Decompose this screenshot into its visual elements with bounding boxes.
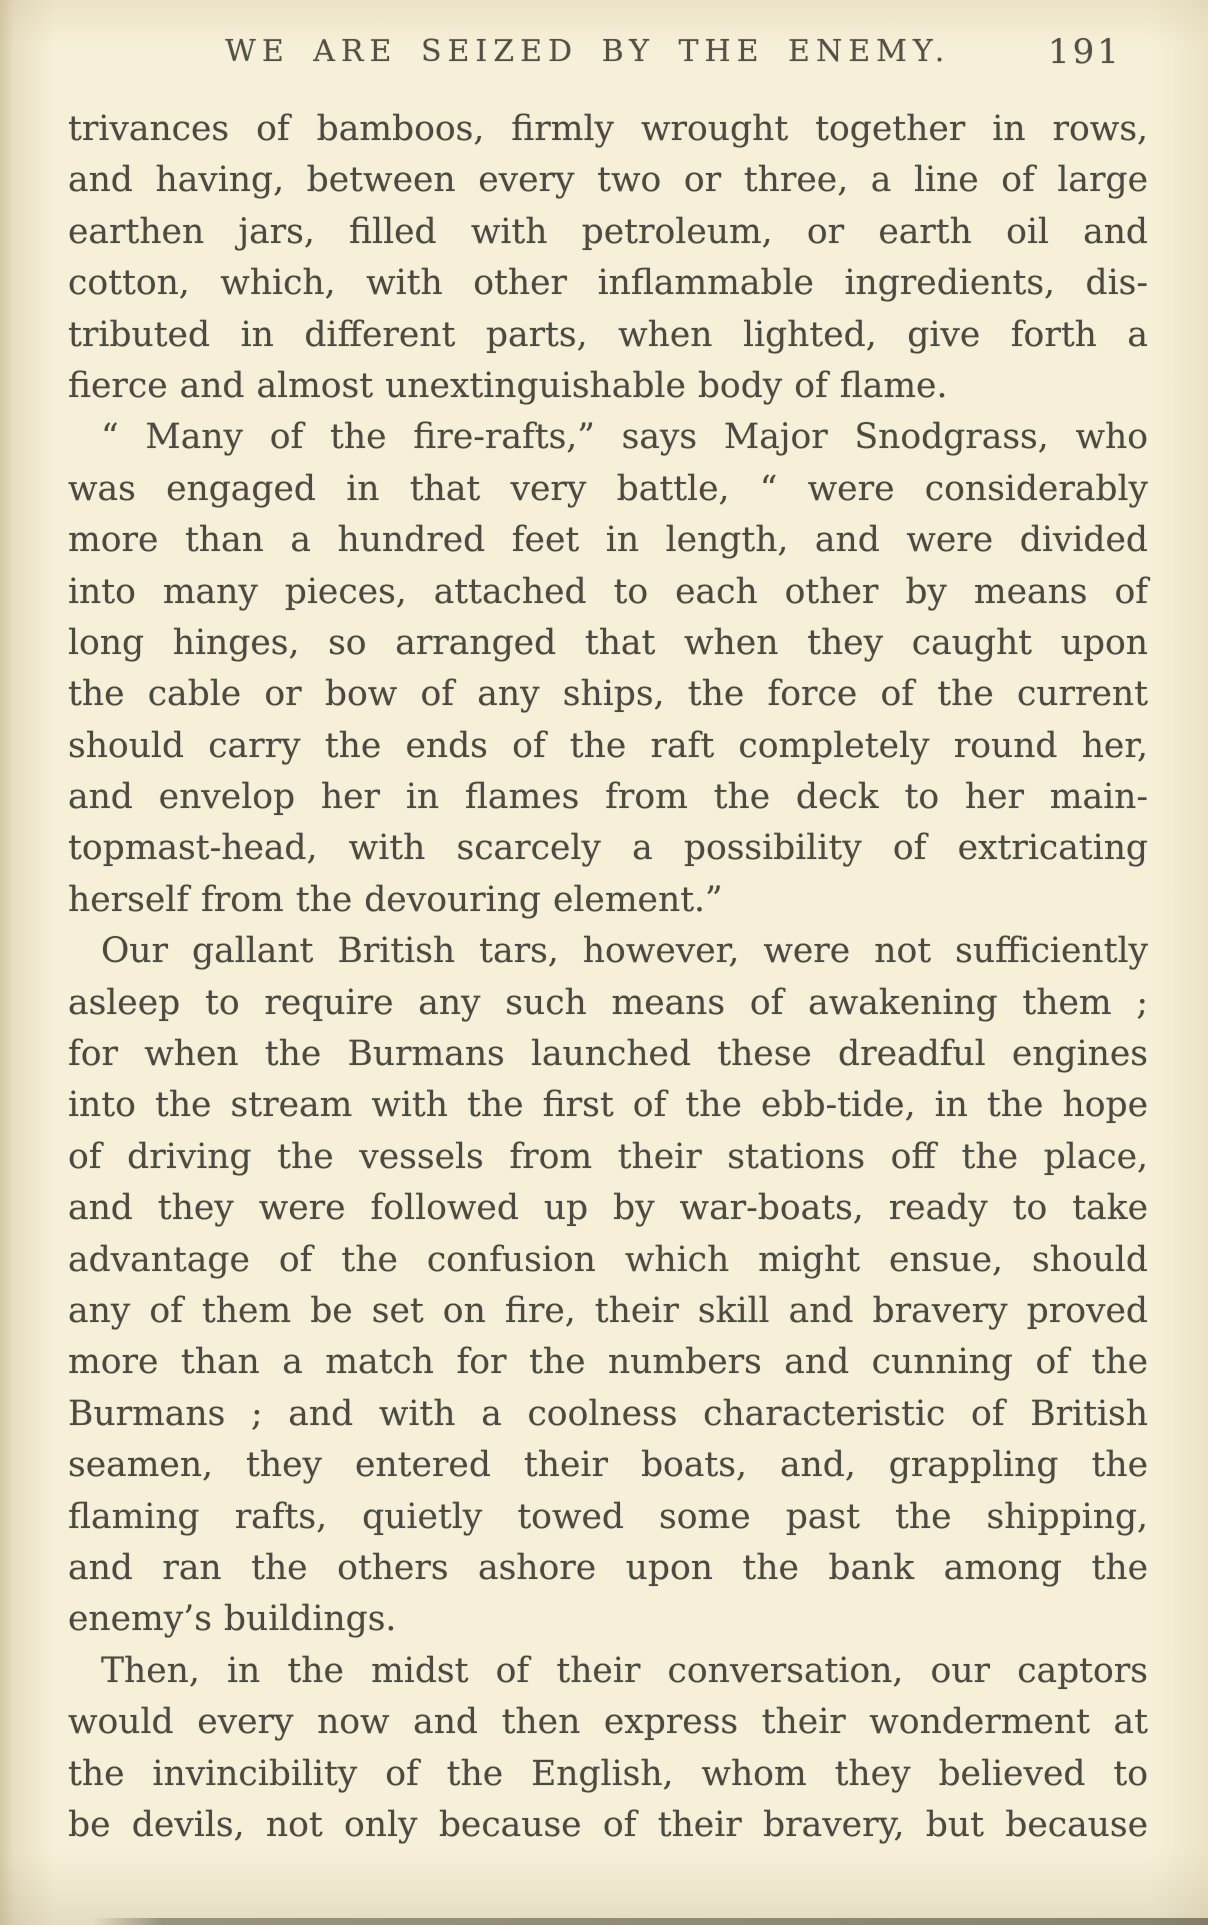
text-line: enemy’s buildings. bbox=[68, 1599, 397, 1640]
text-line: Burmans ; and with a coolness characteristic of British bbox=[68, 1393, 1148, 1434]
text-line: earthen jars, filled with petroleum, or earth oil and bbox=[68, 211, 1148, 252]
text-line: Then, in the midst of their conversation, our captors bbox=[101, 1650, 1148, 1691]
text-line: herself from the devouring element.” bbox=[68, 879, 723, 920]
text-line: and envelop her in flames from the deck to her main- bbox=[68, 777, 1148, 818]
page-bottom-edge-shadow bbox=[92, 1918, 1208, 1925]
text-line: would every now and then express their wonderment at bbox=[68, 1702, 1148, 1743]
text-line: and having, between every two or three, a line of large bbox=[68, 160, 1148, 201]
page-left-edge-shading bbox=[0, 0, 14, 1925]
text-line: into many pieces, attached to each other by means of bbox=[68, 571, 1148, 612]
text-line: topmast-head, with scarcely a possibility of extricating bbox=[68, 828, 1148, 869]
text-line: and ran the others ashore upon the bank among the bbox=[68, 1547, 1148, 1588]
text-line: asleep to require any such means of awakening them ; bbox=[68, 982, 1148, 1023]
page-body-text bbox=[68, 104, 1148, 1851]
text-line: fierce and almost unextinguishable body of flame. bbox=[68, 365, 948, 406]
text-line: any of them be set on fire, their skill and bravery proved bbox=[68, 1290, 1148, 1331]
text-line: tributed in different parts, when lighted, give forth a bbox=[68, 314, 1148, 355]
text-line: should carry the ends of the raft completely round her, bbox=[68, 725, 1148, 766]
text-line: seamen, they entered their boats, and, grappling the bbox=[68, 1445, 1148, 1486]
text-line: into the stream with the first of the ebb-tide, in the hope bbox=[68, 1085, 1148, 1126]
text-line: of driving the vessels from their stations off the place, bbox=[68, 1136, 1148, 1177]
text-line: be devils, not only because of their bravery, but because bbox=[68, 1804, 1148, 1845]
running-title: WE ARE SEIZED BY THE ENEMY. bbox=[225, 34, 951, 69]
text-line: more than a match for the numbers and cunning of the bbox=[68, 1342, 1148, 1383]
page-number: 191 bbox=[1048, 32, 1122, 72]
text-line: for when the Burmans launched these dreadful engines bbox=[68, 1034, 1148, 1075]
text-line: Our gallant British tars, however, were not sufficiently bbox=[101, 931, 1148, 972]
text-line: flaming rafts, quietly towed some past the shipping, bbox=[68, 1496, 1148, 1537]
text-line: more than a hundred feet in length, and were divided bbox=[68, 520, 1148, 561]
text-line: “ Many of the fire-rafts,” says Major Snodgrass, who bbox=[101, 417, 1148, 458]
text-line: long hinges, so arranged that when they caught upon bbox=[68, 622, 1148, 663]
text-line: the cable or bow of any ships, the force of the current bbox=[68, 674, 1148, 715]
text-line: the invincibility of the English, whom they believed to bbox=[68, 1753, 1148, 1794]
running-head bbox=[0, 0, 1208, 90]
text-line: advantage of the confusion which might ensue, should bbox=[68, 1239, 1148, 1280]
text-line: was engaged in that very battle, “ were considerably bbox=[68, 468, 1148, 509]
text-line: trivances of bamboos, firmly wrought together in rows, bbox=[68, 109, 1148, 149]
text-line: and they were followed up by war-boats, ready to take bbox=[68, 1188, 1148, 1229]
text-line: cotton, which, with other inflammable ingredients, dis- bbox=[68, 263, 1148, 304]
